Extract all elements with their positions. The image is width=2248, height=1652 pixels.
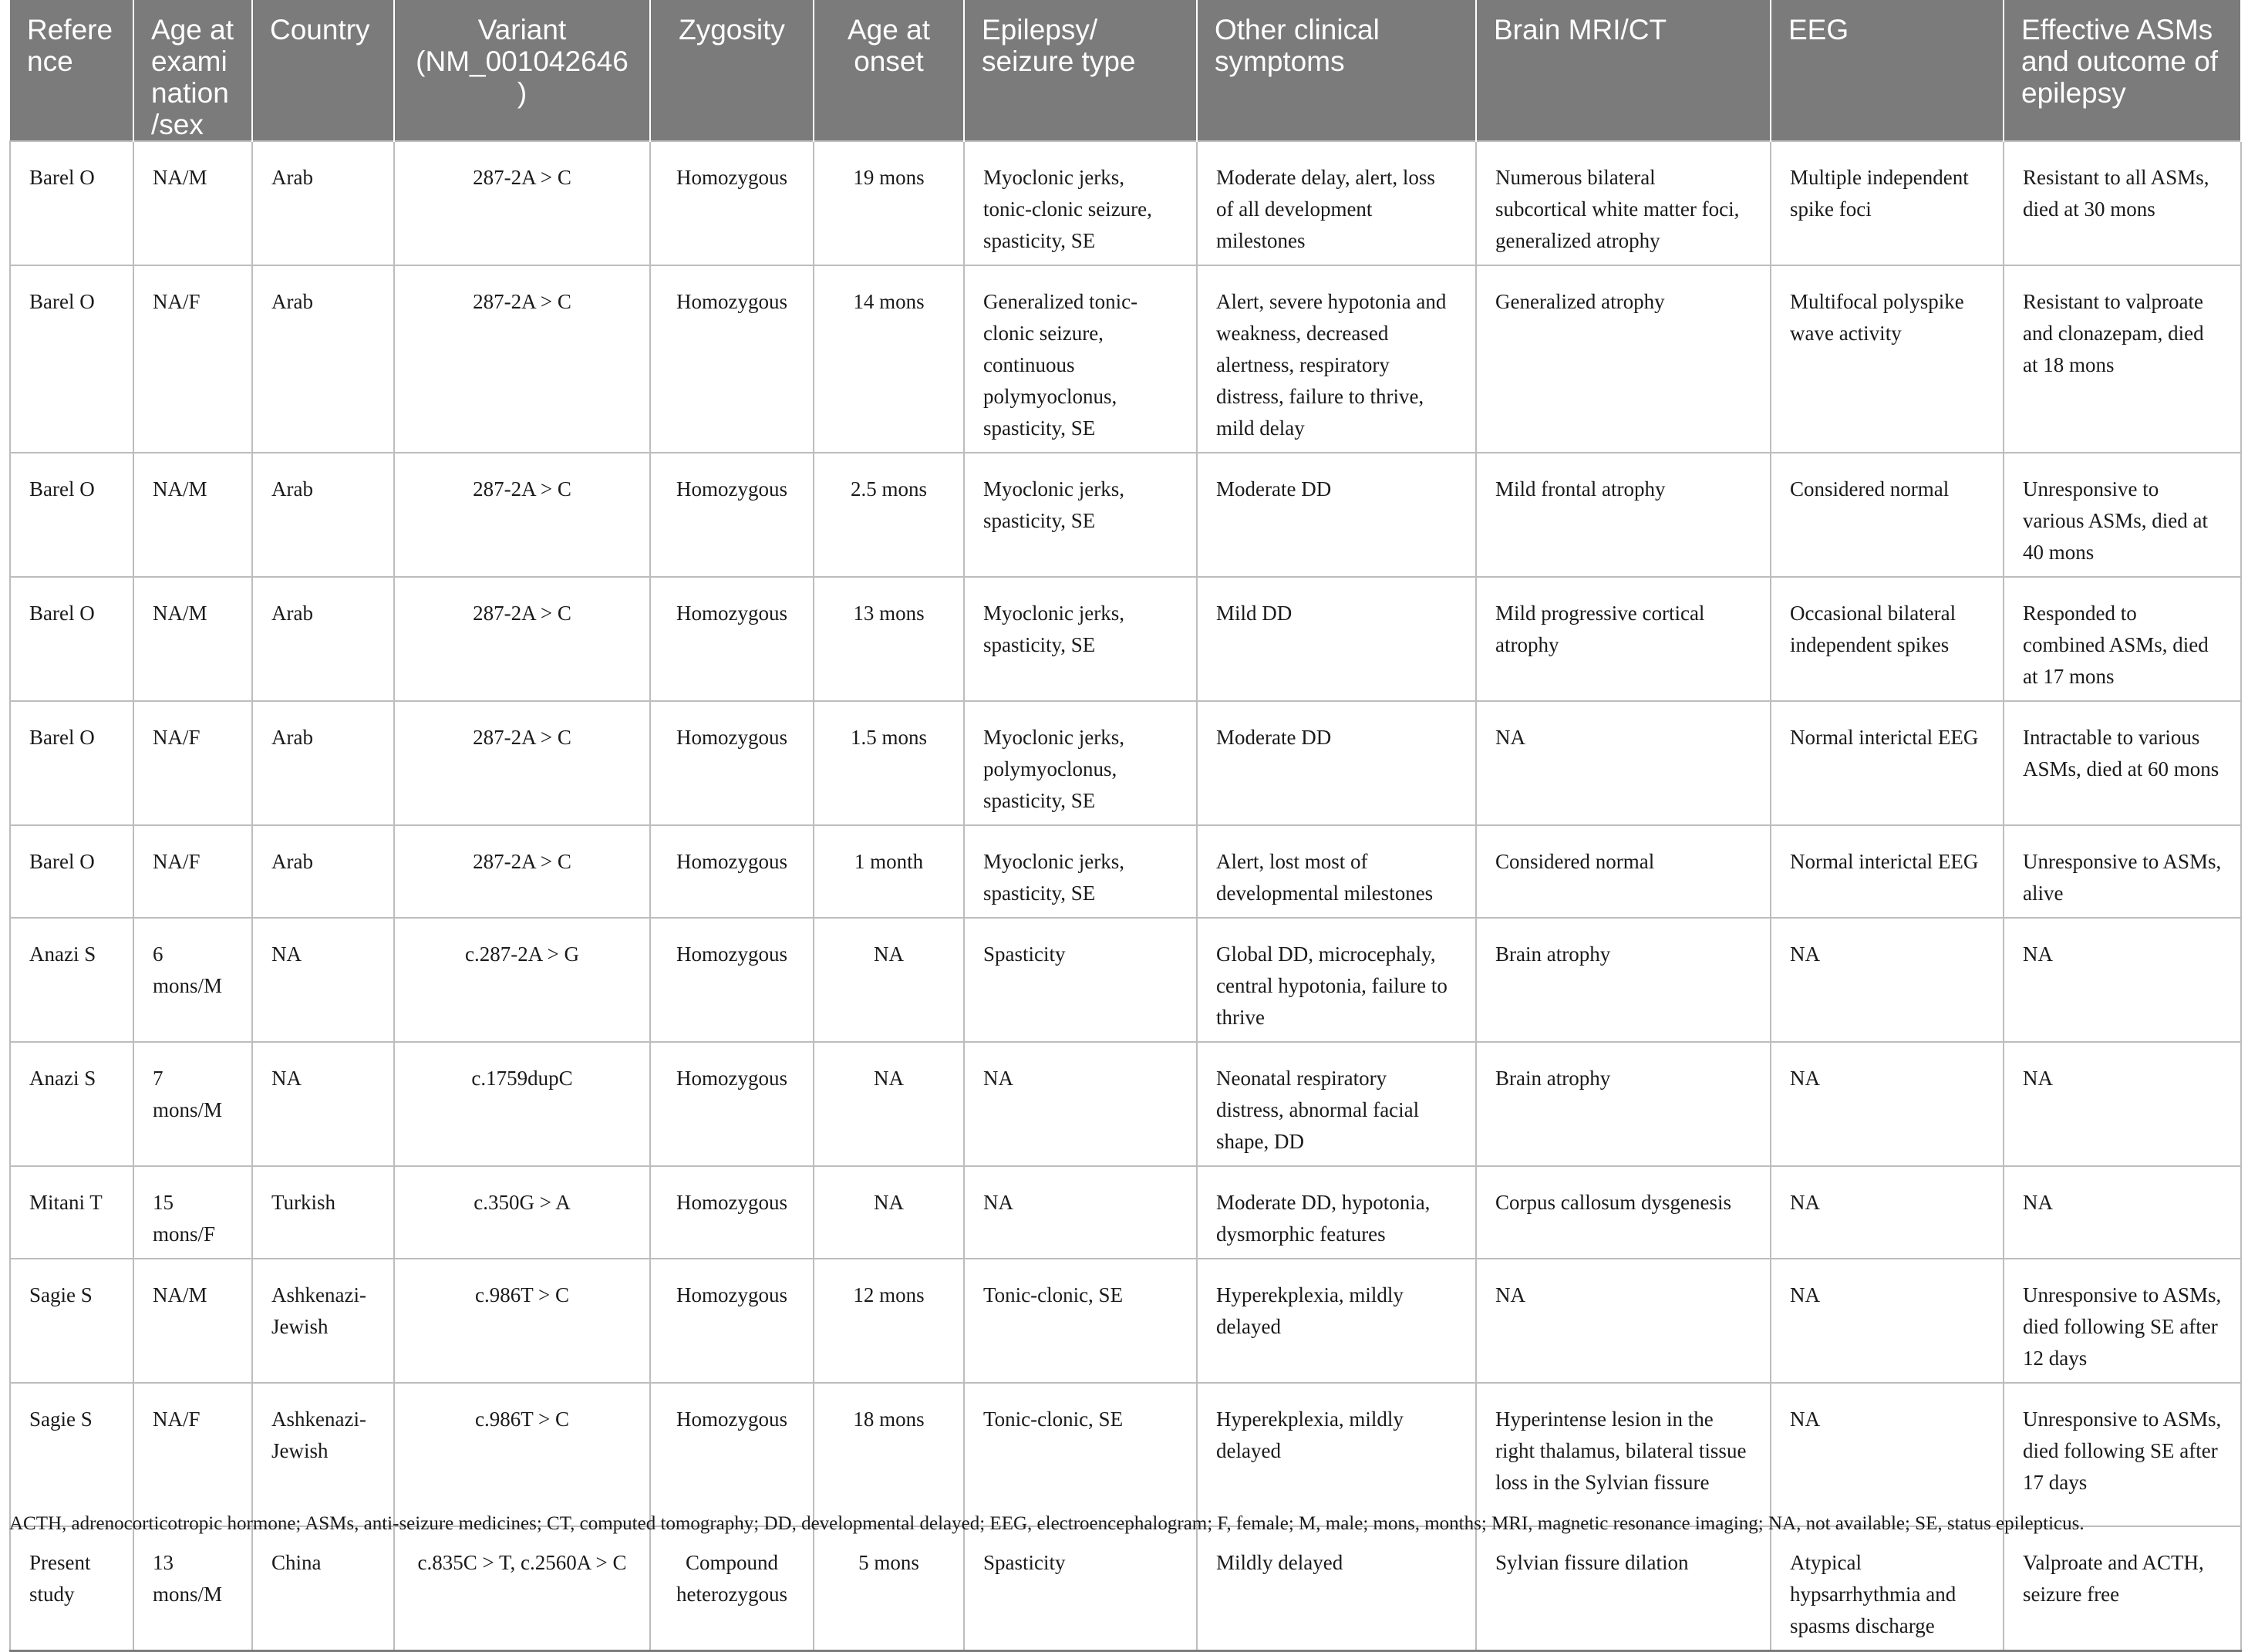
cell-eeg: Normal interictal EEG xyxy=(1771,701,2004,825)
cell-reference: Barel O xyxy=(10,265,133,453)
cell-seizure-type: Myoclonic jerks, tonic-clonic seizure, spasticity, SE xyxy=(964,141,1197,265)
cell-reference: Anazi S xyxy=(10,1042,133,1166)
cell-brain-mri-ct: Numerous bilateral subcortical white matter foci, generalized atrophy xyxy=(1476,141,1771,265)
cell-reference: Mitani T xyxy=(10,1166,133,1259)
cell-asms-outcome: NA xyxy=(2004,1042,2241,1166)
cell-other-symptoms: Moderate DD xyxy=(1197,453,1476,577)
cell-age-at-onset: NA xyxy=(814,1042,964,1166)
cell-other-symptoms: Moderate delay, alert, loss of all development milestones xyxy=(1197,141,1476,265)
cell-age-sex: NA/M xyxy=(133,453,252,577)
cell-other-symptoms: Neonatal respiratory distress, abnormal facial shape, DD xyxy=(1197,1042,1476,1166)
cell-zygosity: Compound heterozygous xyxy=(650,1526,814,1651)
cell-age-at-onset: 5 mons xyxy=(814,1526,964,1651)
header-other-symptoms: Other clinical symptoms xyxy=(1197,0,1476,141)
cell-eeg: Normal interictal EEG xyxy=(1771,825,2004,918)
cell-asms-outcome: NA xyxy=(2004,1166,2241,1259)
cell-age-at-onset: 19 mons xyxy=(814,141,964,265)
cell-zygosity: Homozygous xyxy=(650,453,814,577)
cell-asms-outcome: Responded to combined ASMs, died at 17 mons xyxy=(2004,577,2241,701)
cell-brain-mri-ct: Mild frontal atrophy xyxy=(1476,453,1771,577)
cell-asms-outcome: Intractable to various ASMs, died at 60 mons xyxy=(2004,701,2241,825)
header-seizure-type: Epilepsy/ seizure type xyxy=(964,0,1197,141)
cell-country: Arab xyxy=(252,265,394,453)
cell-country: Arab xyxy=(252,825,394,918)
cell-other-symptoms: Alert, lost most of developmental milestones xyxy=(1197,825,1476,918)
cell-reference: Barel O xyxy=(10,141,133,265)
table-row xyxy=(10,1526,2241,1651)
cell-country: China xyxy=(252,1526,394,1651)
table-row xyxy=(10,265,2241,453)
cell-seizure-type: Myoclonic jerks, spasticity, SE xyxy=(964,453,1197,577)
cell-age-at-onset: 12 mons xyxy=(814,1259,964,1383)
cell-reference: Sagie S xyxy=(10,1383,133,1526)
cell-seizure-type: Tonic-clonic, SE xyxy=(964,1259,1197,1383)
cell-zygosity: Homozygous xyxy=(650,1259,814,1383)
table-footnote: ACTH, adrenocorticotropic hormone; ASMs, anti-seizure medicines; CT, computed tomography; DD, developmental delayed; EEG, electroencephalogram; F, female; M, male; mons, months; MRI, magnetic resonance imaging; NA, not available; SE, status epilepticus. xyxy=(9,1513,2085,1534)
cell-asms-outcome: Unresponsive to various ASMs, died at 40 mons xyxy=(2004,453,2241,577)
cell-age-sex: NA/M xyxy=(133,141,252,265)
cell-age-sex: NA/F xyxy=(133,825,252,918)
table-row xyxy=(10,1042,2241,1166)
cell-other-symptoms: Hyperekplexia, mildly delayed xyxy=(1197,1383,1476,1526)
cell-zygosity: Homozygous xyxy=(650,918,814,1042)
header-brain-mri-ct: Brain MRI/CT xyxy=(1476,0,1771,141)
cell-eeg: NA xyxy=(1771,1259,2004,1383)
cell-other-symptoms: Global DD, microcephaly, central hypotonia, failure to thrive xyxy=(1197,918,1476,1042)
cell-age-sex: NA/M xyxy=(133,577,252,701)
cell-brain-mri-ct: Considered normal xyxy=(1476,825,1771,918)
cell-seizure-type: Spasticity xyxy=(964,1526,1197,1651)
cell-age-sex: 6 mons/M xyxy=(133,918,252,1042)
cell-age-at-onset: NA xyxy=(814,918,964,1042)
cell-seizure-type: Tonic-clonic, SE xyxy=(964,1383,1197,1526)
cell-asms-outcome: Unresponsive to ASMs, died following SE after 17 days xyxy=(2004,1383,2241,1526)
cell-reference: Barel O xyxy=(10,825,133,918)
table-row xyxy=(10,1383,2241,1526)
cell-reference: Anazi S xyxy=(10,918,133,1042)
cell-brain-mri-ct: NA xyxy=(1476,701,1771,825)
header-zygosity: Zygosity xyxy=(650,0,814,141)
cell-brain-mri-ct: Brain atrophy xyxy=(1476,918,1771,1042)
cell-age-sex: 13 mons/M xyxy=(133,1526,252,1651)
table-row xyxy=(10,918,2241,1042)
cell-brain-mri-ct: Hyperintense lesion in the right thalamus, bilateral tissue loss in the Sylvian fissure xyxy=(1476,1383,1771,1526)
header-reference: Reference xyxy=(10,0,133,141)
cell-country: Arab xyxy=(252,453,394,577)
header-age-at-onset: Age at onset xyxy=(814,0,964,141)
cell-zygosity: Homozygous xyxy=(650,265,814,453)
cell-eeg: NA xyxy=(1771,1383,2004,1526)
cell-reference: Barel O xyxy=(10,453,133,577)
table-container xyxy=(9,0,2240,1652)
cell-seizure-type: NA xyxy=(964,1042,1197,1166)
cell-brain-mri-ct: Corpus callosum dysgenesis xyxy=(1476,1166,1771,1259)
cell-seizure-type: Generalized tonic-clonic seizure, continuous polymyoclonus, spasticity, SE xyxy=(964,265,1197,453)
cell-other-symptoms: Mild DD xyxy=(1197,577,1476,701)
cell-eeg: NA xyxy=(1771,1166,2004,1259)
cell-country: Arab xyxy=(252,701,394,825)
cell-age-at-onset: 1.5 mons xyxy=(814,701,964,825)
cell-country: Ashkenazi-Jewish xyxy=(252,1259,394,1383)
cell-asms-outcome: Resistant to all ASMs, died at 30 mons xyxy=(2004,141,2241,265)
cell-zygosity: Homozygous xyxy=(650,825,814,918)
cell-variant: 287-2A > C xyxy=(394,825,650,918)
cell-variant: 287-2A > C xyxy=(394,265,650,453)
header-country: Country xyxy=(252,0,394,141)
cell-eeg: Atypical hypsarrhythmia and spasms discharge xyxy=(1771,1526,2004,1651)
cell-zygosity: Homozygous xyxy=(650,141,814,265)
cell-reference: Sagie S xyxy=(10,1259,133,1383)
cell-variant: c.287-2A > G xyxy=(394,918,650,1042)
cell-zygosity: Homozygous xyxy=(650,1042,814,1166)
cell-seizure-type: NA xyxy=(964,1166,1197,1259)
cell-reference: Present study xyxy=(10,1526,133,1651)
cell-zygosity: Homozygous xyxy=(650,701,814,825)
table-row xyxy=(10,1259,2241,1383)
cell-age-at-onset: 2.5 mons xyxy=(814,453,964,577)
cell-asms-outcome: Unresponsive to ASMs, died following SE after 12 days xyxy=(2004,1259,2241,1383)
cell-brain-mri-ct: Brain atrophy xyxy=(1476,1042,1771,1166)
cell-brain-mri-ct: Mild progressive cortical atrophy xyxy=(1476,577,1771,701)
cell-age-sex: NA/F xyxy=(133,1383,252,1526)
header-row xyxy=(10,0,2241,141)
cell-variant: c.986T > C xyxy=(394,1383,650,1526)
cell-country: NA xyxy=(252,918,394,1042)
cell-other-symptoms: Hyperekplexia, mildly delayed xyxy=(1197,1259,1476,1383)
header-variant: Variant (NM_001042646) xyxy=(394,0,650,141)
cell-seizure-type: Myoclonic jerks, spasticity, SE xyxy=(964,577,1197,701)
cell-asms-outcome: Valproate and ACTH, seizure free xyxy=(2004,1526,2241,1651)
cell-age-at-onset: 14 mons xyxy=(814,265,964,453)
cell-other-symptoms: Mildly delayed xyxy=(1197,1526,1476,1651)
cell-country: Arab xyxy=(252,577,394,701)
cell-eeg: Multiple independent spike foci xyxy=(1771,141,2004,265)
cell-eeg: Occasional bilateral independent spikes xyxy=(1771,577,2004,701)
cell-variant: 287-2A > C xyxy=(394,453,650,577)
cell-age-sex: 7 mons/M xyxy=(133,1042,252,1166)
clinical-data-table xyxy=(9,0,2242,1652)
table-row xyxy=(10,701,2241,825)
cell-eeg: NA xyxy=(1771,1042,2004,1166)
cell-age-sex: NA/F xyxy=(133,701,252,825)
header-age-at-examination: Age at examination/sex xyxy=(133,0,252,141)
cell-age-at-onset: NA xyxy=(814,1166,964,1259)
cell-other-symptoms: Moderate DD xyxy=(1197,701,1476,825)
cell-eeg: Multifocal polyspike wave activity xyxy=(1771,265,2004,453)
cell-seizure-type: Myoclonic jerks, spasticity, SE xyxy=(964,825,1197,918)
cell-reference: Barel O xyxy=(10,701,133,825)
table-row xyxy=(10,1166,2241,1259)
cell-age-sex: 15 mons/F xyxy=(133,1166,252,1259)
cell-brain-mri-ct: Sylvian fissure dilation xyxy=(1476,1526,1771,1651)
cell-eeg: NA xyxy=(1771,918,2004,1042)
cell-other-symptoms: Alert, severe hypotonia and weakness, decreased alertness, respiratory distress, failure to thrive, mild delay xyxy=(1197,265,1476,453)
cell-age-sex: NA/M xyxy=(133,1259,252,1383)
cell-asms-outcome: NA xyxy=(2004,918,2241,1042)
header-asms-outcome: Effective ASMs and outcome of epilepsy xyxy=(2004,0,2241,141)
cell-asms-outcome: Resistant to valproate and clonazepam, died at 18 mons xyxy=(2004,265,2241,453)
cell-zygosity: Homozygous xyxy=(650,577,814,701)
cell-variant: 287-2A > C xyxy=(394,577,650,701)
cell-seizure-type: Myoclonic jerks, polymyoclonus, spasticity, SE xyxy=(964,701,1197,825)
cell-variant: c.986T > C xyxy=(394,1259,650,1383)
cell-seizure-type: Spasticity xyxy=(964,918,1197,1042)
cell-zygosity: Homozygous xyxy=(650,1383,814,1526)
header-eeg: EEG xyxy=(1771,0,2004,141)
cell-country: Arab xyxy=(252,141,394,265)
table-row xyxy=(10,825,2241,918)
cell-variant: 287-2A > C xyxy=(394,701,650,825)
cell-variant: c.1759dupC xyxy=(394,1042,650,1166)
cell-age-at-onset: 13 mons xyxy=(814,577,964,701)
cell-variant: c.835C > T, c.2560A > C xyxy=(394,1526,650,1651)
table-row xyxy=(10,453,2241,577)
cell-variant: c.350G > A xyxy=(394,1166,650,1259)
cell-eeg: Considered normal xyxy=(1771,453,2004,577)
cell-brain-mri-ct: NA xyxy=(1476,1259,1771,1383)
cell-country: NA xyxy=(252,1042,394,1166)
cell-asms-outcome: Unresponsive to ASMs, alive xyxy=(2004,825,2241,918)
cell-age-at-onset: 1 month xyxy=(814,825,964,918)
cell-brain-mri-ct: Generalized atrophy xyxy=(1476,265,1771,453)
cell-other-symptoms: Moderate DD, hypotonia, dysmorphic features xyxy=(1197,1166,1476,1259)
cell-country: Ashkenazi-Jewish xyxy=(252,1383,394,1526)
cell-age-at-onset: 18 mons xyxy=(814,1383,964,1526)
table-row xyxy=(10,577,2241,701)
cell-variant: 287-2A > C xyxy=(394,141,650,265)
table-row xyxy=(10,141,2241,265)
cell-country: Turkish xyxy=(252,1166,394,1259)
cell-age-sex: NA/F xyxy=(133,265,252,453)
cell-reference: Barel O xyxy=(10,577,133,701)
cell-zygosity: Homozygous xyxy=(650,1166,814,1259)
